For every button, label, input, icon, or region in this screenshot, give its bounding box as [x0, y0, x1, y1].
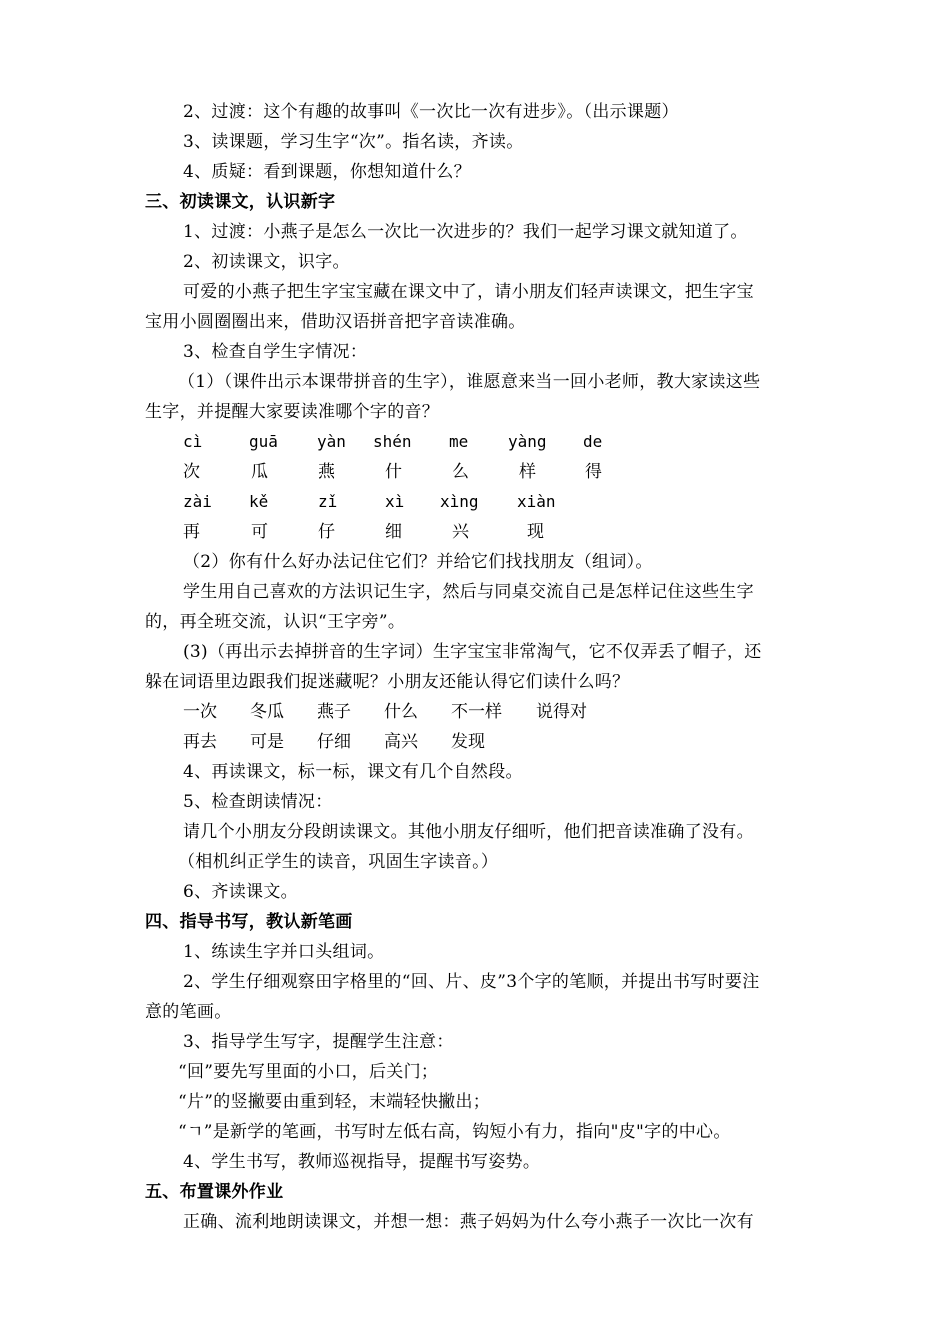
paragraph-line: 宝用小圆圈圈出来，借助汉语拼音把字音读准确。 — [145, 312, 526, 332]
pinyin-row — [0, 427, 700, 457]
word: 燕子 — [317, 702, 351, 722]
paragraph-line: 学生用自己喜欢的方法识记生字，然后与同桌交流自己是怎样记住这些生字 — [183, 582, 754, 602]
character: 仔 — [318, 522, 335, 542]
character: 样 — [519, 462, 536, 482]
paragraph-line: (3)（再出示去掉拼音的生字词）生字宝宝非常淘气，它不仅弄丢了帽子，还 — [183, 642, 762, 662]
text-line: （2）你有什么好办法记住它们？并给它们找找朋友（组词）。 — [183, 552, 653, 572]
paragraph-line: 可爱的小燕子把生字宝宝藏在课文中了，请小朋友们轻声读课文，把生字宝 — [183, 282, 754, 302]
character-row — [0, 457, 700, 487]
pinyin: yàng — [508, 432, 547, 451]
word-row — [0, 727, 700, 757]
paragraph-line: （1）（课件出示本课带拼音的生字），谁愿意来当一回小老师，教大家读这些 — [178, 372, 761, 392]
section-heading: 四、指导书写，教认新笔画 — [145, 912, 353, 932]
text-line: 3、指导学生写字，提醒学生注意： — [183, 1032, 454, 1052]
character: 兴 — [452, 522, 469, 542]
text-line: “回”要先写里面的小口，后关门； — [178, 1062, 439, 1082]
word: 再去 — [183, 732, 217, 752]
word: 不一样 — [451, 702, 502, 722]
text-line: 3、读课题，学习生字“次”。指名读，齐读。 — [183, 132, 524, 152]
paragraph-line: 躲在词语里边跟我们捉迷藏呢？小朋友还能认得它们读什么吗？ — [145, 672, 630, 692]
pinyin: zǐ — [318, 492, 338, 511]
word: 仔细 — [317, 732, 351, 752]
word-row — [0, 697, 700, 727]
pinyin: xìng — [440, 492, 479, 511]
word: 发现 — [451, 732, 485, 752]
text-line: 4、质疑：看到课题，你想知道什么？ — [183, 162, 471, 182]
paragraph-line: 的，再全班交流，认识“王字旁”。 — [145, 612, 406, 632]
paragraph-line: 意的笔画。 — [145, 1002, 232, 1022]
pinyin-row — [0, 487, 700, 517]
paragraph-line: 请几个小朋友分段朗读课文。其他小朋友仔细听，他们把音读准确了没有。 — [183, 822, 754, 842]
text-line: 6、齐读课文。 — [183, 882, 298, 902]
pinyin: xì — [385, 492, 405, 511]
section-heading: 三、初读课文，认识新字 — [145, 192, 336, 212]
character: 细 — [385, 522, 402, 542]
pinyin: me — [449, 432, 469, 451]
pinyin: kě — [249, 492, 269, 511]
text-line: “片”的竖撇要由重到轻，末端轻快撇出； — [178, 1092, 491, 1112]
text-line: 2、过渡：这个有趣的故事叫《一次比一次有进步》。（出示课题） — [183, 102, 679, 122]
pinyin: guā — [249, 432, 278, 451]
character: 得 — [585, 462, 602, 482]
word: 可是 — [250, 732, 284, 752]
pinyin: shén — [373, 432, 412, 451]
text-line: 4、学生书写，教师巡视指导，提醒书写姿势。 — [183, 1152, 541, 1172]
character: 可 — [251, 522, 268, 542]
text-line: 3、检查自学生字情况： — [183, 342, 368, 362]
character-row — [0, 517, 700, 547]
word: 什么 — [384, 702, 418, 722]
paragraph-line: 2、学生仔细观察田字格里的“回、片、皮”3个字的笔顺，并提出书写时要注 — [183, 972, 760, 992]
character: 现 — [527, 522, 544, 542]
section-heading: 五、布置课外作业 — [145, 1182, 284, 1202]
pinyin: yàn — [317, 432, 346, 451]
word: 说得对 — [536, 702, 587, 722]
word: 一次 — [183, 702, 217, 722]
paragraph-line: 生字，并提醒大家要读准哪个字的音？ — [145, 402, 440, 422]
text-line: 4、再读课文，标一标，课文有几个自然段。 — [183, 762, 523, 782]
character: 燕 — [318, 462, 335, 482]
pinyin: xiàn — [517, 492, 556, 511]
text-line: 5、检查朗读情况： — [183, 792, 333, 812]
word: 冬瓜 — [250, 702, 284, 722]
pinyin: cì — [183, 432, 203, 451]
paragraph-line: （相机纠正学生的读音，巩固生字读音。） — [178, 852, 499, 872]
character: 什 — [385, 462, 402, 482]
pinyin: de — [583, 432, 603, 451]
pinyin: zài — [183, 492, 212, 511]
text-line: “ㄱ”是新学的笔画，书写时左低右高，钩短小有力，指向"皮"字的中心。 — [178, 1122, 731, 1142]
character: 次 — [183, 462, 200, 482]
character: 再 — [183, 522, 200, 542]
text-line: 1、过渡：小燕子是怎么一次比一次进步的？我们一起学习课文就知道了。 — [183, 222, 748, 242]
word: 高兴 — [384, 732, 418, 752]
character: 瓜 — [251, 462, 268, 482]
character: 么 — [452, 462, 469, 482]
paragraph-line: 正确、流利地朗读课文，并想一想：燕子妈妈为什么夸小燕子一次比一次有 — [183, 1212, 754, 1232]
text-line: 1、练读生字并口头组词。 — [183, 942, 385, 962]
text-line: 2、初读课文，识字。 — [183, 252, 350, 272]
